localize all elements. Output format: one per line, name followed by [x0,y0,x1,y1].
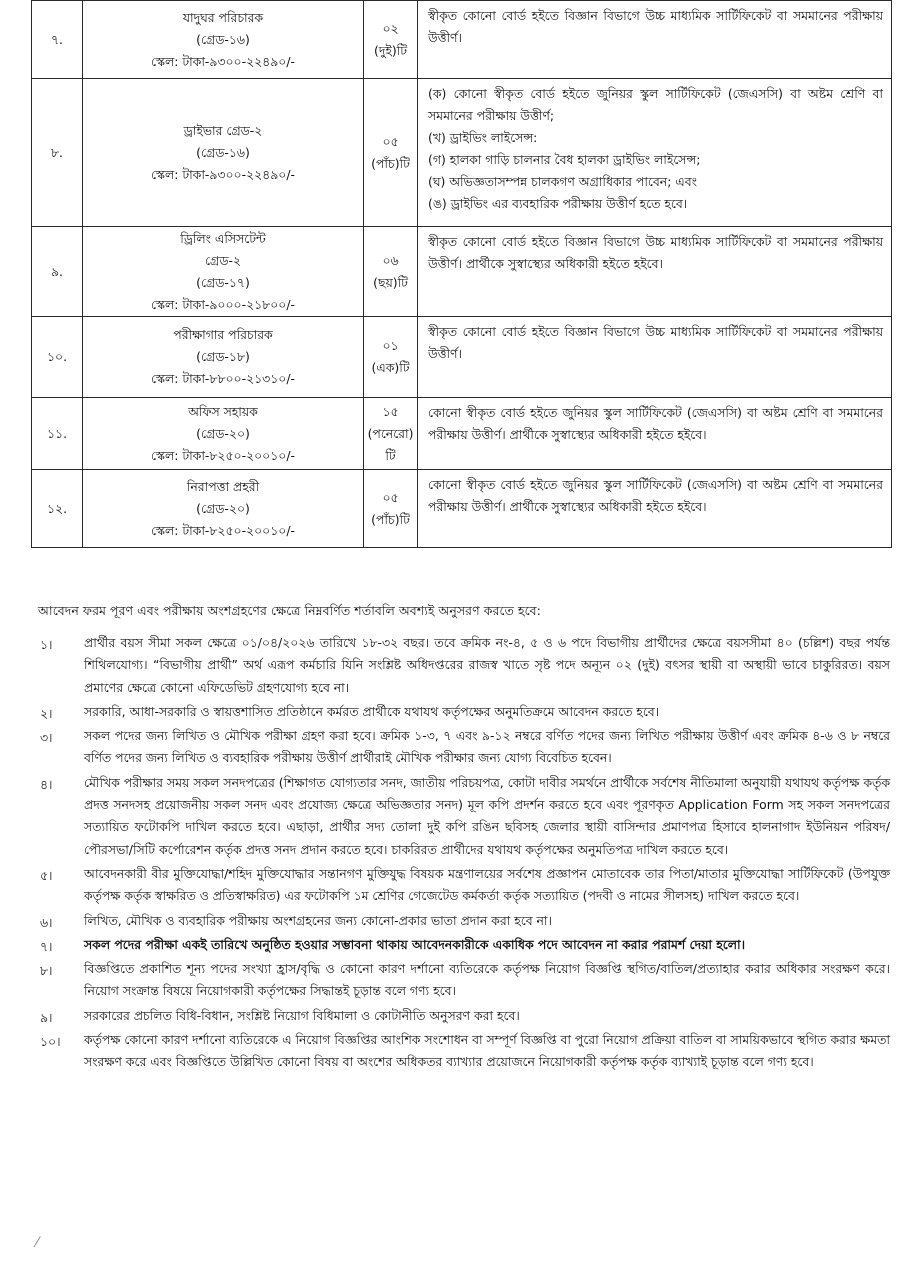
condition-text: মৌখিক পরীক্ষার সময় সকল সনদপত্রের (শিক্ষাগত যোগ্যতার সনদ, জাতীয় পরিচয়পত্র, কোটা দাবীর সমর্থনে প্রার্থীকে সর্বশেষ নীতিমালা অনুযায়ী যথাযথ কর্তৃপক্ষ কর্তৃক প্রদত্ত সনদসহ প্রয়োজনীয় সকল সনদ এবং প্রযোজ্য ক্ষেত্রে অভিজ্ঞতার সনদ) মূল কপি প্রদর্শন করতে হবে এবং পূরণকৃত Application Form সহ সকল সনদপত্রের সত্যায়িত ফটোকপি দাখিল করতে হবে। এছাড়া, প্রার্থীর সদ্য তোলা দুই কপি রঙিন ছবিসহ জেলার স্থায়ী বাসিন্দার প্রমাণপত্র হিসাবে হালনাগাদ ইউনিয়ন পরিষদ/পৌরসভা/সিটি কর্পোরেশন কর্তৃক প্রদত্ত সনদ প্রদান করতে হবে। চাকরিরত প্রার্থীদের যথাযথ কর্তৃপক্ষের অনুমতিপত্র দাখিল করতে হবে। [84,774,890,857]
post-qualification-cell [418,227,892,317]
condition-item [32,1005,890,1027]
condition-item [32,725,890,770]
condition-number: ৪। [40,776,53,792]
post-name-cell [83,470,364,548]
post-name-line: স্কেল: টাকা-৮৮০০-২১৩১০/- [151,371,295,386]
post-qualification-line: (খ) ড্রাইভিং লাইসেন্স: [428,130,538,145]
post-name-cell [83,317,364,398]
post-count-line: ০২ [382,20,399,36]
post-name-line: গ্রেড-২ [205,252,241,268]
pen-mark: ⁄ [36,1235,39,1251]
post-row [32,79,892,227]
condition-text: সকল পদের পরীক্ষা একই তারিখে অনুষ্ঠিত হওয়ার সম্ভাবনা থাকায় আবেদনকারীকে একাধিক পদে আবেদন না করার পরামর্শ দেয়া হলো। [84,936,746,952]
condition-text: লিখিত, মৌখিক ও ব্যবহারিক পরীক্ষায় অংশগ্রহনের জন্য কোনো-প্রকার ভাতা প্রদান করা হবে না। [84,912,552,928]
post-name-line: স্কেল: টাকা-৯৩০০-২২৪৯০/- [151,166,295,182]
post-name-cell [83,1,364,79]
post-serial: ৯. [32,227,83,317]
post-name-line: পরীক্ষাগার পরিচারক [173,327,273,342]
post-name-line: অফিস সহায়ক [188,403,258,419]
post-row [32,398,892,470]
post-count-line: ১৫ [382,403,399,419]
post-row [32,1,892,79]
condition-text: সকল পদের জন্য লিখিত ও মৌখিক পরীক্ষা গ্রহণ করা হবে। ক্রমিক ১-৩, ৭ এবং ৯-১২ নম্বরে বর্ণিত পদের জন্য লিখিত পরীক্ষায় উত্তীর্ণ এবং ক্রমিক ৪-৬ ও ৮ নম্বরে বর্ণিত পদের জন্য লিখিত ও ব্যবহারিক পরীক্ষায় উত্তীর্ণ প্রার্থীরাই মৌখিক পরীক্ষার জন্য যোগ্য বিবেচিত হবেন। [84,728,890,766]
post-name-line: ড্রাইভার গ্রেড-২ [183,122,263,138]
condition-number: ১০। [40,1034,61,1050]
condition-number: ১। [40,637,53,652]
post-count-line: ০১ [382,338,399,353]
post-name-cell [83,398,364,470]
post-count-line: (দুই)টি [374,42,407,58]
condition-number: ৮। [40,963,53,979]
post-count-line: (এক)টি [371,360,410,375]
post-qualification-line: কোনো স্বীকৃত বোর্ড হইতে জুনিয়র স্কুল সার্টিফিকেট (জেএসসি) বা অষ্টম শ্রেণি বা সমমানের পরীক্ষায় উত্তীর্ণ। প্রার্থীকে সুস্বাস্থ্যের অধিকারী হইতে হইবে। [428,477,883,514]
post-name-line: স্কেল: টাকা-৯০০০-২১৮০০/- [151,296,295,312]
post-qualification-line: (গ) হালকা গাড়ি চালনার বৈধ হালকা ড্রাইভিং লাইসেন্স; [428,152,701,167]
post-qualification-line: (ঘ) অভিজ্ঞতাসম্পন্ন চালকগণ অগ্রাধিকার পাবেন; এবং [428,174,697,189]
post-count-cell [364,1,418,79]
post-row [32,317,892,398]
post-serial: ৭. [32,1,83,79]
conditions-intro: আবেদন ফরম পূরণ এবং পরীক্ষায় অংশগ্রহণের ক্ষেত্রে নিম্নবর্ণিত শর্তাবলি অবশ্যই অনুসরণ করতে হবে: [38,603,541,618]
condition-number: ৩। [40,730,53,746]
post-name-line: (গ্রেড-১৭) [196,274,250,290]
post-qualification-line: কোনো স্বীকৃত বোর্ড হইতে জুনিয়র স্কুল সার্টিফিকেট (জেএসসি) বা অষ্টম শ্রেণি বা সমমানের পরীক্ষায় উত্তীর্ণ। প্রার্থীকে সুস্বাস্থ্যের অধিকারী হইতে হইবে। [428,405,883,442]
post-count-line: ০৫ [382,489,399,505]
post-row [32,227,892,317]
post-qualification-cell [418,470,892,548]
post-qualification-cell [418,317,892,398]
condition-number: ২। [40,705,53,721]
condition-item [32,1029,890,1074]
post-count-line: (পাঁচ)টি [371,155,410,171]
post-qualification-line: (ঙ) ড্রাইভিং এর ব্যবহারিক পরীক্ষায় উত্তীর্ণ হতে হবে। [428,196,688,211]
post-count-cell [364,470,418,548]
post-name-cell [83,227,364,317]
post-name-line: স্কেল: টাকা-৮২৫০-২০০১০/- [151,522,295,538]
post-qualification-line: স্বীকৃত কোনো বোর্ড হইতে বিজ্ঞান বিভাগে উচ্চ মাধ্যমিক সার্টিফিকেট বা সমমানের পরীক্ষায় উত্তীর্ণ। [428,324,883,361]
condition-text: সরকারের প্রচলিত বিধি-বিধান, সংশ্লিষ্ট নিয়োগ বিধিমালা ও কোটানীতি অনুসরণ করা হবে। [84,1007,520,1023]
post-row [32,470,892,548]
post-qualification-line: স্বীকৃত কোনো বোর্ড হইতে বিজ্ঞান বিভাগে উচ্চ মাধ্যমিক সার্টিফিকেট বা সমমানের পরীক্ষায় উত্তীর্ণ। [428,8,883,45]
post-serial: ১২. [32,470,83,548]
post-name-line: যাদুঘর পরিচারক [182,9,264,25]
post-count-cell [364,227,418,317]
post-name-line: (গ্রেড-২০) [196,500,250,516]
post-count-line: (পনেরো) [367,425,414,441]
condition-item [32,701,890,723]
post-name-line: স্কেল: টাকা-৯৩০০-২২৪৯০/- [151,53,295,69]
condition-text: আবেদনকারী বীর মুক্তিযোদ্ধা/শহিদ মুক্তিযোদ্ধার সন্তানগণ মুক্তিযুদ্ধ বিষয়ক মন্ত্রণালয়ের সর্বশেষ প্রজ্ঞাপন মোতাবেক তার পিতা/মাতার মুক্তিযোদ্ধা সার্টিফিকেট (উপযুক্ত কর্তৃপক্ষ কর্তৃক স্বাক্ষরিত ও প্রতিস্বাক্ষরিত) এর ফটোকপি ১ম শ্রেণির গেজেটেড কর্মকর্তা কর্তৃক সত্যায়িত (পদবী ও নামের সীলসহ) দাখিল করতে হবে। [84,865,890,904]
condition-item [32,632,890,699]
condition-text: বিজ্ঞপ্তিতে প্রকাশিত শূন্য পদের সংখ্যা হ্রাস/বৃদ্ধি ও কোনো কারণ দর্শানো ব্যতিরেকে কর্তৃপক্ষ নিয়োগ বিজ্ঞপ্তি স্থগিত/বাতিল/প্রত্যাহার করার অধিকার সংরক্ষণ করে। নিয়োগ সংক্রান্ত বিষয়ে নিয়োগকারী কর্তৃপক্ষের সিদ্ধান্তই চূড়ান্ত বলে গণ্য হবে। [84,961,890,999]
post-count-cell [364,398,418,470]
post-qualification-cell [418,398,892,470]
conditions-list [32,632,890,1076]
condition-number: ৭। [40,938,53,954]
condition-item [32,772,890,861]
post-name-line: নিরাপত্তা প্রহরী [186,478,260,494]
post-serial: ১১. [32,398,83,470]
post-name-cell [83,79,364,227]
post-count-line: টি [385,447,396,463]
post-count-line: (ছয়)টি [373,274,408,290]
condition-item [32,910,890,932]
posts-table-body [32,1,892,548]
post-serial: ১০. [32,317,83,398]
post-name-line: (গ্রেড-১৬) [196,31,250,47]
posts-table [31,0,892,548]
post-serial: ৮. [32,79,83,227]
post-count-line: ০৫ [382,133,399,149]
post-name-line: (গ্রেড-২০) [196,425,250,441]
condition-text: সরকারি, আধা-সরকারি ও স্বায়ত্তশাসিত প্রতিষ্ঠানে কর্মরত প্রার্থীকে যথাযথ কর্তৃপক্ষের অনুমতিক্রমে আবেদন করতে হবে। [84,703,660,719]
post-name-line: (গ্রেড-১৬) [196,144,250,160]
condition-item [32,863,890,908]
post-qualification-line: (ক) কোনো স্বীকৃত বোর্ড হইতে জুনিয়র স্কুল সার্টিফিকেট (জেএসসি) বা অষ্টম শ্রেণি বা সমমানের পরীক্ষায় উত্তীর্ণ; [428,86,883,123]
condition-item [32,934,890,956]
condition-number: ৬। [40,914,53,930]
post-name-line: স্কেল: টাকা-৮২৫০-২০০১০/- [151,447,295,463]
post-name-line: (গ্রেড-১৮) [196,349,250,364]
post-name-line: ড্রিলিং এসিসটেন্ট [180,230,266,246]
post-qualification-cell [418,79,892,227]
post-qualification-cell [418,1,892,79]
post-count-line: ০৬ [382,252,399,268]
condition-number: ৫। [40,867,53,883]
post-count-cell [364,317,418,398]
condition-text: কর্তৃপক্ষ কোনো কারণ দর্শানো ব্যতিরেকে এ নিয়োগ বিজ্ঞপ্তির আংশিক সংশোধন বা সম্পূর্ণ বিজ্ঞপ্তি বা পুরো নিয়োগ প্রক্রিয়া বাতিল বা সাময়িকভাবে স্থগিত করার ক্ষমতা সংরক্ষণ করে এবং বিজ্ঞপ্তিতে উল্লিখিত কোনো বিষয় বা অংশের অধিকতর ব্যাখ্যার প্রয়োজনে নিয়োগকারী কর্তৃপক্ষ কর্তৃক ব্যাখ্যাই চূড়ান্ত বলে গণ্য হবে। [84,1032,890,1070]
post-qualification-line: স্বীকৃত কোনো বোর্ড হইতে বিজ্ঞান বিভাগে উচ্চ মাধ্যমিক সার্টিফিকেট বা সমমানের পরীক্ষায় উত্তীর্ণ। প্রার্থীকে সুস্বাস্থ্যের অধিকারী হইতে হইবে। [428,234,883,271]
condition-text: প্রার্থীর বয়স সীমা সকল ক্ষেত্রে ০১/০৪/২০২৬ তারিখে ১৮-৩২ বছর। তবে ক্রমিক নং-৪, ৫ ও ৬ পদে বিভাগীয় প্রার্থীদের ক্ষেত্রে বয়সসীমা ৪০ (চল্লিশ) বছর পর্যন্ত শিথিলযোগ্য। “বিভাগীয় প্রার্থী” অর্থ এরূপ কর্মচারি যিনি সংশ্লিষ্ট অধিদপ্তরের রাজস্ব খাতে সৃষ্ট পদে অন্যূন ০২ (দুই) বৎসর স্থায়ী বা অস্থায়ী ভাবে চাকুরিরত। বয়স প্রমাণের ক্ষেত্রে কোনো এফিডেভিট গ্রহণযোগ্য হবে না। [84,635,890,695]
post-count-line: (পাঁচ)টি [371,511,410,527]
post-count-cell [364,79,418,227]
condition-number: ৯। [40,1009,53,1025]
condition-item [32,958,890,1003]
